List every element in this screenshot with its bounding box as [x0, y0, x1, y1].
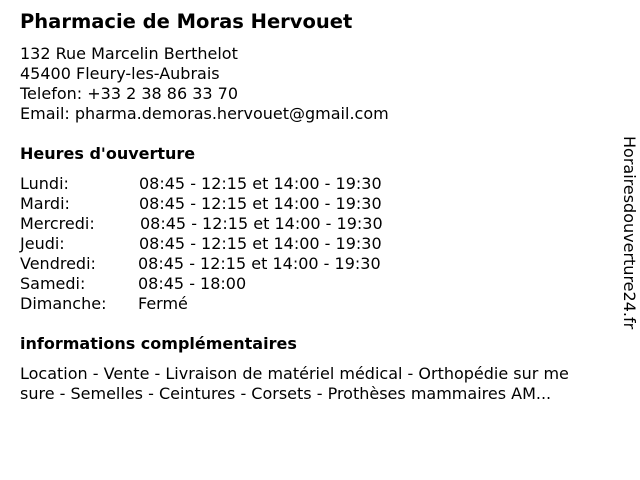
- opening-hours-heading: Heures d'ouverture: [20, 144, 196, 163]
- day-label: Mercredi:: [20, 214, 95, 233]
- additional-info-line: Location - Vente - Livraison de matériel médical - Orthopédie sur me: [20, 364, 569, 383]
- day-label: Vendredi:: [20, 254, 96, 273]
- day-label: Samedi:: [20, 274, 86, 293]
- day-hours: 08:45 - 12:15 et 14:00 - 19:30: [138, 254, 381, 273]
- day-hours: 08:45 - 12:15 et 14:00 - 19:30: [139, 194, 382, 213]
- address-city: 45400 Fleury-les-Aubrais: [20, 64, 220, 83]
- day-label: Dimanche:: [20, 294, 107, 313]
- address-street: 132 Rue Marcelin Berthelot: [20, 44, 238, 63]
- day-hours: Fermé: [138, 294, 188, 313]
- day-hours: 08:45 - 12:15 et 14:00 - 19:30: [139, 174, 382, 193]
- day-label: Lundi:: [20, 174, 69, 193]
- additional-info-line: sure - Semelles - Ceintures - Corsets - Prothèses mammaires AM...: [20, 384, 552, 403]
- day-hours: 08:45 - 12:15 et 14:00 - 19:30: [140, 214, 383, 233]
- day-label: Mardi:: [20, 194, 70, 213]
- address-block: [20, 44, 389, 124]
- day-hours: 08:45 - 18:00: [138, 274, 247, 293]
- pharmacy-name: Pharmacie de Moras Hervouet: [20, 10, 353, 33]
- phone-number: Telefon: +33 2 38 86 33 70: [20, 84, 239, 103]
- day-label: Jeudi:: [20, 234, 65, 253]
- day-hours: 08:45 - 12:15 et 14:00 - 19:30: [139, 234, 382, 253]
- additional-info-heading: informations complémentaires: [20, 334, 297, 353]
- additional-info-text: [20, 364, 630, 404]
- email-address: Email: pharma.demoras.hervouet@gmail.com: [20, 104, 389, 123]
- site-watermark: Horairesdouverture24.fr: [620, 136, 639, 330]
